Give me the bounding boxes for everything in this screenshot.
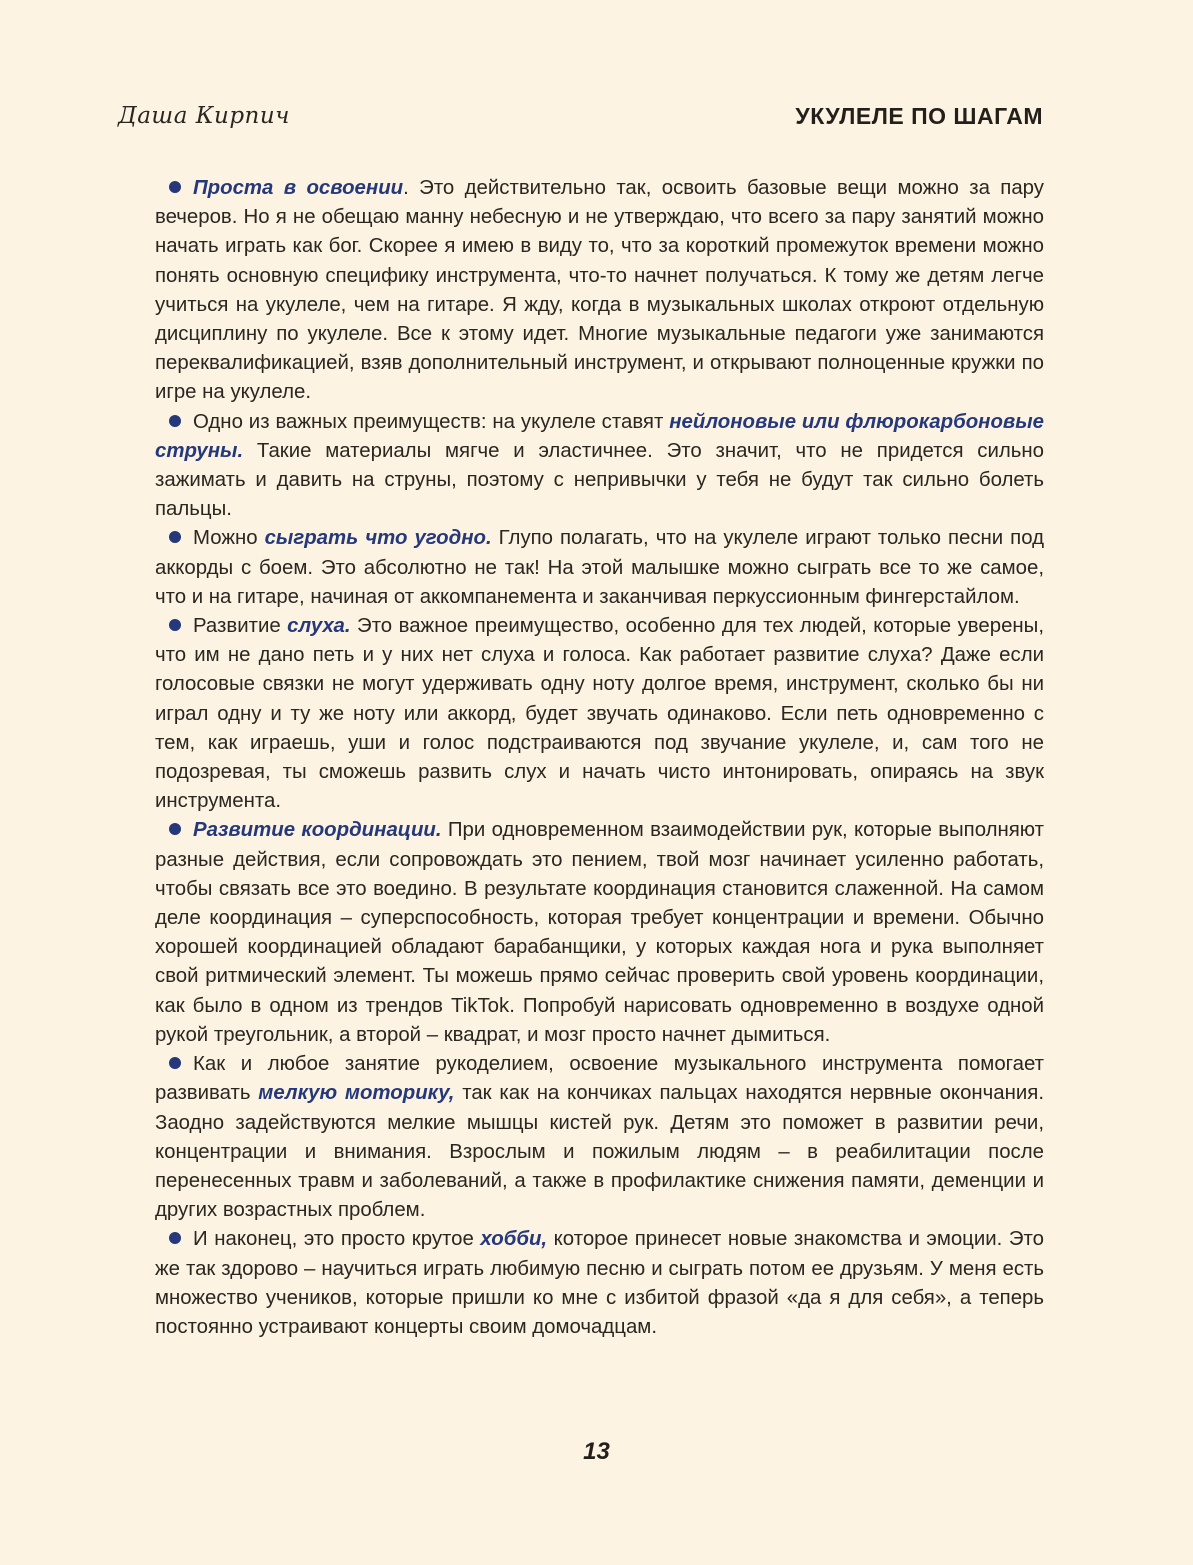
highlight-text: Развитие координации. <box>193 819 442 842</box>
highlight-text: слуха. <box>287 615 351 638</box>
bullet-icon <box>169 823 181 835</box>
bullet-icon <box>169 1232 181 1244</box>
page-number: 13 <box>583 1438 610 1465</box>
highlight-text: Проста в освоении <box>193 177 404 199</box>
bullet-icon <box>169 1057 181 1069</box>
header-author: Даша Кирпич <box>118 103 290 129</box>
list-item: Развитие координации. При одновременном взаимодействии рук, которые выполняют разные действия, если сопровождать это пением, твой мозг начинает усиленно работать, чтобы связать все это воедино. В результате координация становится слаженной. На самом деле координация – суперспособность, которая требует концентрации и времени. Обычно хорошей координацией обладают барабанщики, у которых каждая нога и рука выполняет свой ритмический элемент. Ты можешь прямо сейчас проверить свой уровень координации, как было в одном из трендов TikTok. Попробуй нарисовать одновременно в воздухе одной рукой треугольник, а второй – квадрат, и мозг просто начнет дымиться. <box>155 819 1044 1046</box>
list-item: Как и любое занятие рукоделием, освоение музыкального инструмента помогает развивать мелкую моторику, так как на кончиках пальцах находятся нервные окончания. Заодно задействуются мелкие мышцы кистей рук. Детям это поможет в развитии речи, концентрации и внимания. Взрослым и пожилым людям – в реабилитации после перенесенных травм и заболеваний, а также в профилактике снижения памяти, деменции и других возрастных проблем. <box>155 1053 1044 1222</box>
list-item: Развитие слуха. Это важное преимущество, особенно для тех людей, которые уверены, что им не дано петь и у них нет слуха и голоса. Как работает развитие слуха? Даже если голосовые связки не могут удерживать одну ноту долгое время, инструмент, сколько бы ни играл одну и ту же ноту или аккорд, будет звучать одинаково. Если петь одновременно с тем, как играешь, уши и голос подстраиваются под звучание укулеле, и, сам того не подозревая, ты сможешь развить слух и начать чисто интонировать, опираясь на звук инструмента. <box>155 615 1044 813</box>
bullet-icon <box>169 181 181 193</box>
highlight-text: сыграть что угодно. <box>264 527 492 550</box>
list-item: Одно из важных преимуществ: на укулеле ставят нейлоновые или флюрокарбоновые струны. Такие материалы мягче и эластичнее. Это значит, что не придется сильно зажимать и давить на струны, поэтому с непривычки у тебя не будут так сильно болеть пальцы. <box>155 410 1044 521</box>
bullet-icon <box>169 619 181 631</box>
bullet-icon <box>169 531 181 543</box>
highlight-text: нейлоновые или флюрокарбоновые струны. <box>155 410 1044 462</box>
bullet-icon <box>169 415 181 427</box>
main-text <box>155 174 1044 1342</box>
header-book-title: УКУЛЕЛЕ ПО ШАГАМ <box>795 103 1043 129</box>
list-item: Можно сыграть что угодно. Глупо полагать, что на укулеле играют только песни под аккорды с боем. Это абсолютно не так! На этой малышке можно сыграть все то же самое, что и на гитаре, начиная от аккомпанемента и заканчивая перкуссионным фингерстайлом. <box>155 527 1045 608</box>
highlight-text: мелкую моторику, <box>258 1082 455 1105</box>
list-item: И наконец, это просто крутое хобби, которое принесет новые знакомства и эмоции. Это же так здорово – научиться играть любимую песню и сыграть потом ее друзьям. У меня есть множество учеников, которые пришли ко мне с избитой фразой «да я для себя», а теперь постоянно устраивают концерты своим домочадцам. <box>155 1228 1044 1338</box>
highlight-text: хобби, <box>480 1228 548 1251</box>
list-item: Проста в освоении. Это действительно так, освоить базовые вещи можно за пару вечеров. Но я не обещаю манну небесную и не утверждаю, что всего за пару занятий можно начать играть как бог. Скорее я имею в виду то, что за короткий промежуток времени можно понять основную специфику инструмента, что-то начнет получаться. К тому же детям легче учиться на укулеле, чем на гитаре. Я жду, когда в музыкальных школах откроют отдельную дисциплину по укулеле. Все к этому идет. Многие музыкальные педагоги уже занимаются переквалификацией, взяв дополнительный инструмент, и открывают полноценные кружки по игре на укулеле. <box>155 177 1044 404</box>
